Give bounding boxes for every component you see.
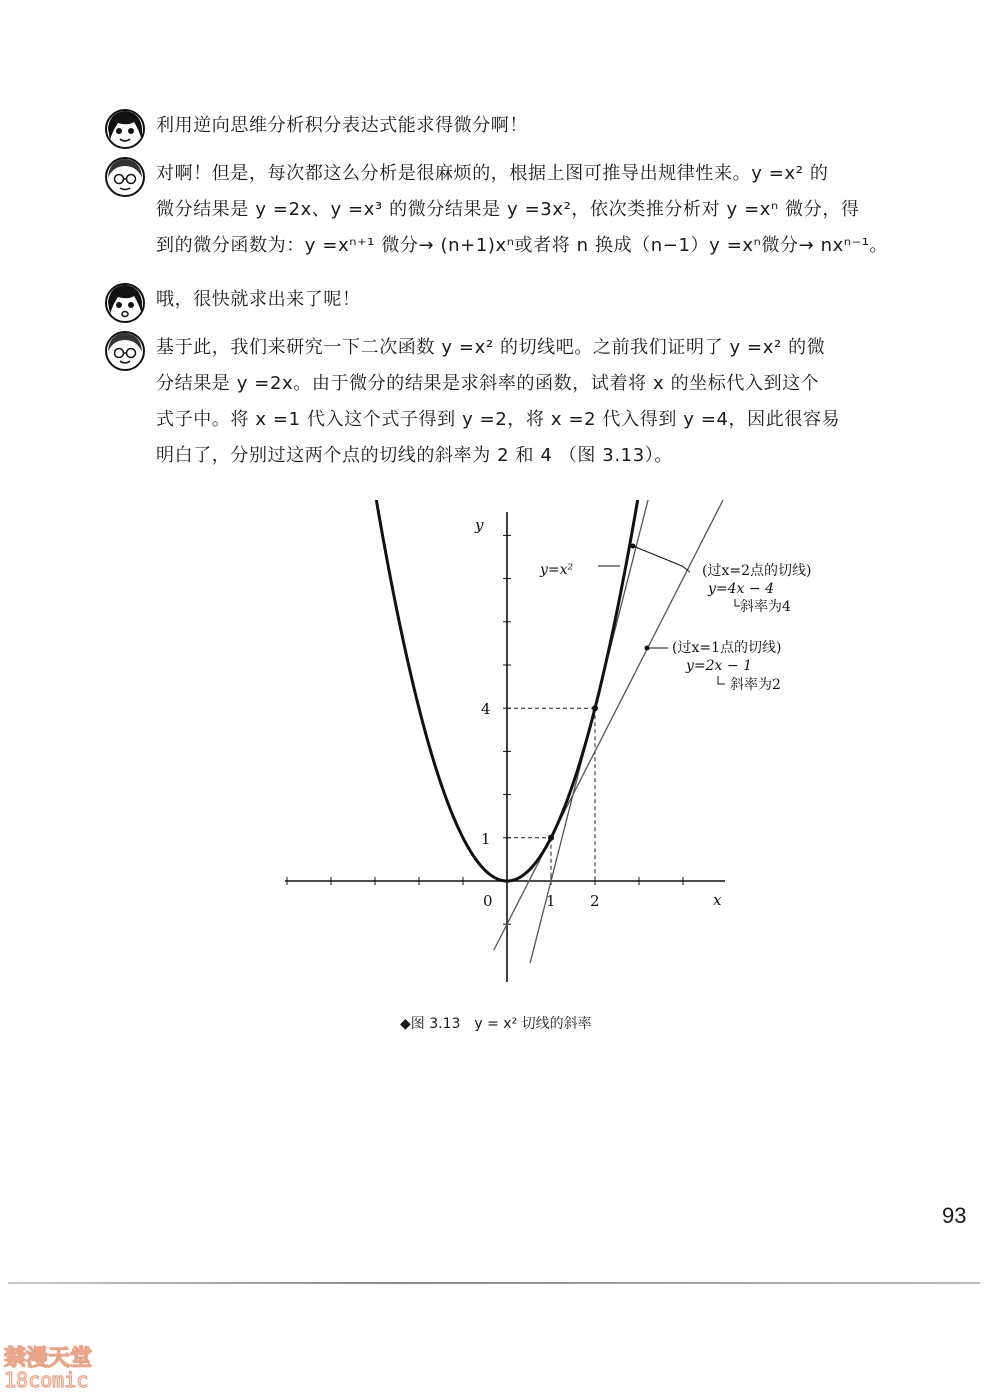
x-axis-label: x [713, 891, 722, 909]
girl-avatar-icon [104, 108, 146, 150]
y-axis-label: y [475, 516, 484, 534]
tangent2-equation: y=4x − 4 [708, 581, 774, 597]
dialog-line: 分结果是 y =2x。由于微分的结果是求斜率的函数，试着将 x 的坐标代入到这个 [156, 373, 820, 394]
dialog-line: 式子中。将 x =1 代入这个式子得到 y =2，将 x =2 代入得到 y =4，因此很容易 [156, 409, 841, 430]
dialog-line: 哦，很快就求出来了呢！ [156, 289, 361, 310]
tangent1-note: (过x=1点的切线) [672, 640, 782, 656]
y-tick-label-1: 1 [481, 829, 491, 848]
tangent-chart [270, 500, 870, 1000]
figure-3-13 [270, 500, 870, 1000]
page-number: 93 [942, 1203, 967, 1228]
tangent-line-x1 [494, 500, 725, 950]
figure-caption: ◆图 3.13 y = x² 切线的斜率 [400, 1016, 592, 1032]
girl-avatar-icon [104, 282, 146, 324]
tangent2-note: (过x=2点的切线) [702, 563, 812, 579]
watermark-logo [2, 1343, 162, 1389]
dialog-2-text [156, 156, 916, 264]
tangent1-equation: y=2x − 1 [686, 658, 752, 674]
y-tick-label-4: 4 [481, 700, 491, 719]
teacher-avatar-icon [104, 330, 146, 372]
x-tick-label-1: 1 [546, 892, 556, 910]
x-tick-label-0: 0 [483, 892, 493, 910]
x-tick-label-2: 2 [590, 892, 600, 910]
dialog-line: 基于此，我们来研究一下二次函数 y =x² 的切线吧。之前我们证明了 y =x² 的微 [156, 337, 826, 358]
tangent1-slope-mark [718, 676, 725, 684]
tangent-point-1 [592, 705, 598, 711]
tangent1-slope: 斜率为2 [730, 677, 781, 693]
watermark-line1: 禁漫天堂 [4, 1346, 93, 1371]
footer-rule [8, 1282, 980, 1284]
tangent2-slope: 斜率为4 [740, 599, 791, 615]
dialog-line: 明白了，分别过这两个点的切线的斜率为 2 和 4 （图 3.13）。 [156, 445, 673, 466]
dialog-line: 利用逆向思维分析积分表达式能求得微分啊！ [156, 115, 528, 136]
annot-leader-x2 [633, 546, 690, 572]
watermark-line2: 18comic [4, 1368, 89, 1389]
dialog-line: 到的微分函数为：y =xⁿ⁺¹ 微分→ (n+1)xⁿ或者将 n 换成（n−1）y =xⁿ微分→ nxⁿ⁻¹。 [156, 235, 889, 256]
dialog-3-text [156, 282, 916, 318]
dialog-4-text [156, 330, 916, 474]
dialog-line: 对啊！但是，每次都这么分析是很麻烦的，根据上图可推导出规律性来。y =x² 的 [156, 163, 829, 184]
dialog-line: 微分结果是 y =2x、y =x³ 的微分结果是 y =3x²，依次类推分析对 y =xⁿ 微分，得 [156, 199, 860, 220]
teacher-avatar-icon [104, 156, 146, 198]
tangent-point-0 [548, 835, 554, 841]
curve-label: y=x² [540, 562, 574, 578]
dialog-1-text [156, 108, 916, 144]
